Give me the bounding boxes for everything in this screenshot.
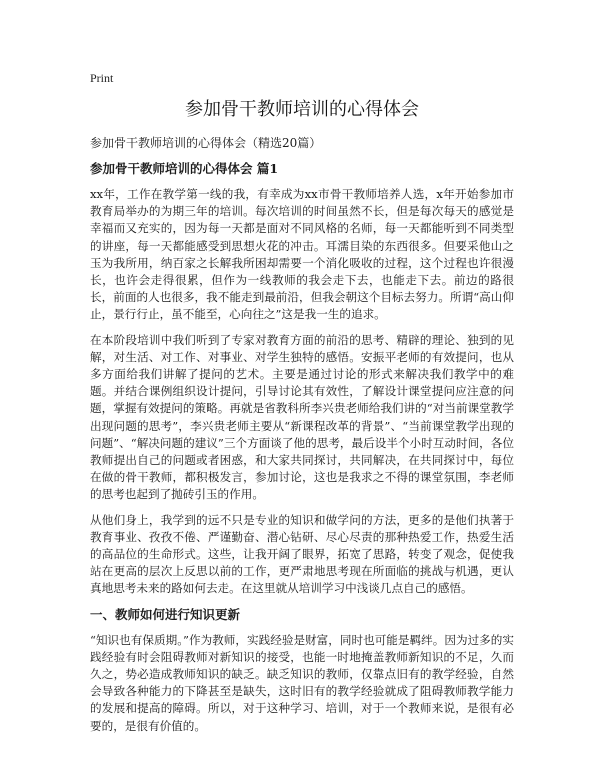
document-subtitle: 参加骨干教师培训的心得体会（精选20篇）: [90, 136, 322, 150]
sub-heading: 一、教师如何进行知识更新: [90, 606, 241, 622]
paragraph-1: xx年，工作在教学第一线的我，有幸成为xx市骨干教师培养人选，x年开始参加市教育局举办的为期三年的培训。每次培训的时间虽然不长，但是每次每天的感觉是幸福而又充实的，因为每一天都是面对不同风格的名师，每一天都能听到不同类型的讲座，每一天都能感受到思想火花的冲击。耳濡目染的东西很多。但要采他山之玉为我所用，纳百家之长解我所困却需要一个消化吸收的过程，这个过程也许很漫长，也许会走得很累，但作为一线教师的我会走下去，也能走下去。前边的路很长，前面的人也很多，我不能走到最前沿，但我会朝这个目标去努力。所谓“高山仰止，景行行止，虽不能至，心向往之”这是我一生的追求。: [90, 187, 514, 322]
paragraph-4: “知识也有保质期。”作为教师，实践经验是财富，同时也可能是羁绊。因为过多的实践经验有时会阻碍教师对新知识的接受，也能一时地掩盖教师新知识的不足，久而久之，势必造成教师知识的缺乏。缺乏知识的教师，仅靠点旧有的教学经验，自然会导致各种能力的下降甚至是缺失，这时旧有的教学经验就成了阻碍教师教学能力的发展和提高的障碍。所以，对于这种学习、培训，对于一个教师来说，是很有必要的，是很有价值的。: [90, 632, 514, 733]
paragraph-3: 从他们身上，我学到的远不只是专业的知识和做学问的方法，更多的是他们执著于教育事业、孜孜不倦、严谨勤奋、潜心钻研、尽心尽责的那种热爱工作，热爱生活的高品位的生命形式。这些，让我开阔了眼界，拓宽了思路，转变了观念，促使我站在更高的层次上反思以前的工作，更严肃地思考现在所面临的挑战与机遇，更认真地思考未来的路如何去走。在这里就从培训学习中浅谈几点自己的感悟。: [90, 512, 514, 596]
document-title: 参加骨干教师培训的心得体会: [185, 99, 419, 120]
paragraph-2: 在本阶段培训中我们听到了专家对教育方面的前沿的思考、精辟的理论、独到的见解，对生活、对工作、对事业、对学生独特的感悟。安振平老师的有效提问，也从多方面给我们讲解了提问的艺术。主要是通过讨论的形式来解决我们教学中的难题。并结合课例组织设计提问，引导讨论其有效性，了解设计课堂提问应注意的问题，掌握有效提问的策略。再就是省教科所李兴贵老师给我们讲的“对当前课堂教学出现问题的思考”，李兴贵老师主要从“新课程改革的背景”、“当前课堂教学出现的问题”、“解决问题的建议”三个方面谈了他的思考，最后设半个小时互动时间，各位教师提出自己的问题或者困惑，和大家共同探讨，共同解决，在共同探讨中，每位在做的骨干教师，都积极发言，参加讨论，这也是我求之不得的课堂氛围，李老师的思考也起到了抛砖引玉的作用。: [90, 332, 514, 502]
section-heading: 参加骨干教师培训的心得体会 篇1: [90, 161, 279, 176]
print-link[interactable]: Print: [90, 71, 114, 85]
